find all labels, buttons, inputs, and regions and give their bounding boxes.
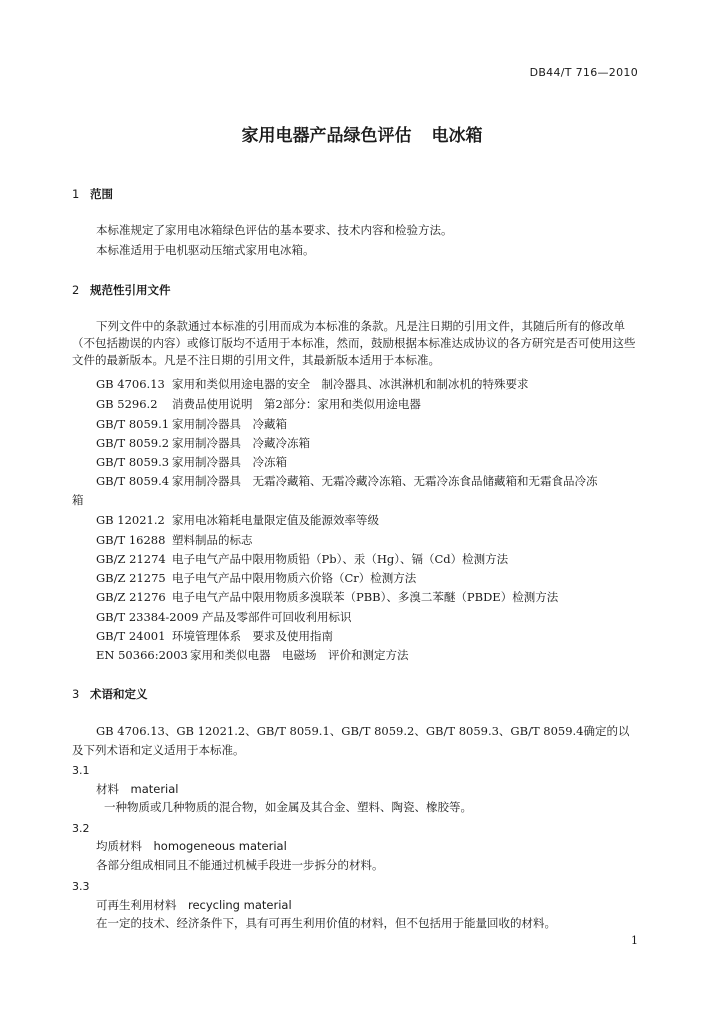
term-name: 材料 material — [96, 782, 179, 796]
term-definition: 各部分组成相同且不能通过机械手段进一步拆分的材料。 — [96, 858, 384, 872]
reference-item: GB 5296.2 消费品使用说明 第2部分：家用和类似用途电器 — [96, 397, 421, 411]
page-number: 1 — [631, 934, 638, 947]
reference-item: GB/Z 21274 电子电气产品中限用物质铅（Pb）、汞（Hg）、镉（Cd）检测方法 — [96, 552, 509, 566]
term-number: 3.2 — [72, 822, 90, 835]
reference-item: GB 12021.2 家用电冰箱耗电量限定值及能源效率等级 — [96, 513, 379, 527]
reference-item: GB/Z 21275 电子电气产品中限用物质六价铬（Cr）检测方法 — [96, 571, 417, 585]
title-main: 家用电器产品绿色评估 — [241, 126, 412, 146]
reference-item: GB/T 8059.4 家用制冷器具 无霜冷藏箱、无霜冷藏冷冻箱、无霜冷冻食品储藏箱和无霜食品冷冻 — [96, 474, 598, 488]
reference-item: GB/Z 21276 电子电气产品中限用物质多溴联苯（PBB）、多溴二苯醚（PBDE）检测方法 — [96, 590, 559, 604]
section-1-heading: 1 范围 — [72, 187, 113, 201]
section-2-heading: 2 规范性引用文件 — [72, 283, 171, 297]
reference-item-continuation: 箱 — [72, 493, 84, 507]
reference-item: GB/T 8059.3 家用制冷器具 冷冻箱 — [96, 455, 287, 469]
term-number: 3.1 — [72, 764, 90, 777]
reference-item: GB/T 24001 环境管理体系 要求及使用指南 — [96, 629, 333, 643]
section-1-paragraph-1: 本标准规定了家用电冰箱绿色评估的基本要求、技术内容和检验方法。 — [96, 223, 453, 237]
reference-item: GB/T 8059.2 家用制冷器具 冷藏冷冻箱 — [96, 436, 310, 450]
section-3-heading: 3 术语和定义 — [72, 687, 148, 701]
term-number: 3.3 — [72, 880, 90, 893]
reference-item: GB/T 23384-2009 产品及零部件可回收利用标识 — [96, 610, 352, 624]
section-3-intro: GB 4706.13、GB 12021.2、GB/T 8059.1、GB/T 8059.2、GB/T 8059.3、GB/T 8059.4确定的以及下列术语和定义适用于本标准。 — [72, 724, 630, 757]
reference-item: GB/T 8059.1 家用制冷器具 冷藏箱 — [96, 417, 287, 431]
reference-item: GB/T 16288 塑料制品的标志 — [96, 533, 253, 547]
document-title — [0, 121, 724, 146]
term-name: 可再生利用材料 recycling material — [96, 898, 292, 912]
section-2-intro: 下列文件中的条款通过本标准的引用而成为本标准的条款。凡是注日期的引用文件，其随后所有的修改单（不包括勘误的内容）或修订版均不适用于本标准，然而，鼓励根据本标准达成协议的各方研究是否可使用这些文件的最新版本。凡是不注日期的引用文件，其最新版本适用于本标准。 — [72, 319, 636, 367]
title-sub: 电冰箱 — [431, 126, 483, 146]
term-name: 均质材料 homogeneous material — [96, 839, 287, 853]
term-definition: 在一定的技术、经济条件下，具有可再生利用价值的材料，但不包括用于能量回收的材料。 — [96, 916, 556, 930]
reference-item: GB 4706.13 家用和类似用途电器的安全 制冷器具、冰淇淋机和制冰机的特殊要求 — [96, 377, 529, 391]
standard-code: DB44/T 716—2010 — [529, 66, 638, 79]
reference-item: EN 50366:2003 家用和类似电器 电磁场 评价和测定方法 — [96, 648, 409, 662]
term-definition: 一种物质或几种物质的混合物，如金属及其合金、塑料、陶瓷、橡胶等。 — [104, 800, 472, 814]
section-1-paragraph-2: 本标准适用于电机驱动压缩式家用电冰箱。 — [96, 243, 315, 257]
